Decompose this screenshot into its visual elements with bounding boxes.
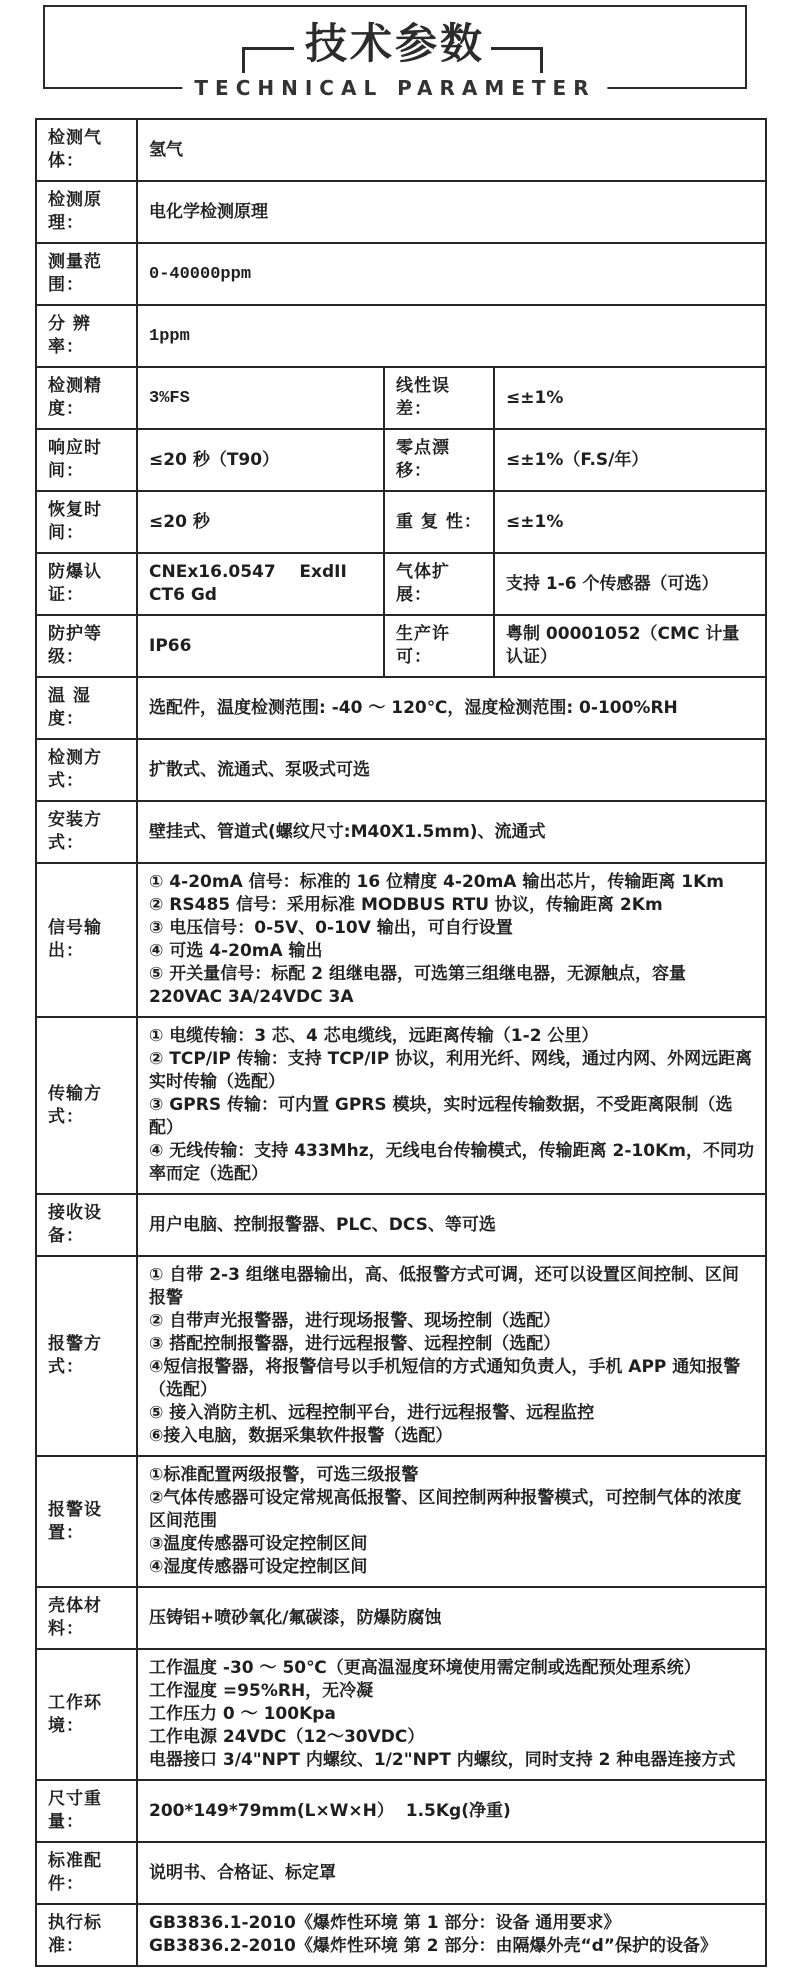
row-line: ⑤ 接入消防主机、远程控制平台，进行远程报警、远程监控 <box>149 1403 595 1423</box>
row-value: 氢气 <box>137 119 766 181</box>
row-label: 报警设置： <box>36 1456 137 1587</box>
row-line: ②气体传感器可设定常规高低报警、区间控制两种报警模式，可控制气体的浓度区间范围 <box>149 1488 742 1531</box>
row-value-2: ≤±1% <box>494 491 766 553</box>
row-label: 安装方式： <box>36 801 137 863</box>
row-label: 检测气体： <box>36 119 137 181</box>
row-line: 工作湿度 =95%RH，无冷凝 <box>149 1681 374 1701</box>
row-line: ④短信报警器，将报警信号以手机短信的方式通知负责人，手机 APP 通知报警（选配） <box>149 1357 741 1400</box>
table-row <box>36 1842 766 1904</box>
row-value: 3%FS <box>137 367 384 429</box>
row-line: 工作压力 0 ～ 100Kpa <box>149 1704 336 1724</box>
row-label: 防爆认证： <box>36 553 137 615</box>
table-row <box>36 429 766 491</box>
row-value: 电化学检测原理 <box>137 181 766 243</box>
table-row <box>36 243 766 305</box>
table-row <box>36 119 766 181</box>
row-label: 接收设备： <box>36 1194 137 1256</box>
row-value: 扩散式、流通式、泵吸式可选 <box>137 739 766 801</box>
row-label: 响应时间： <box>36 429 137 491</box>
row-value-2: ≤±1% <box>494 367 766 429</box>
row-value: CNEx16.0547 ExdII CT6 Gd <box>137 553 384 615</box>
row-value-2: ≤±1%（F.S/年） <box>494 429 766 491</box>
row-value <box>137 1017 766 1194</box>
row-line: ③温度传感器可设定控制区间 <box>149 1534 368 1554</box>
row-value: ≤20 秒 <box>137 491 384 553</box>
table-row <box>36 801 766 863</box>
row-value: 0-40000ppm <box>137 243 766 305</box>
table-row <box>36 1194 766 1256</box>
spec-table <box>35 118 767 1967</box>
table-row <box>36 181 766 243</box>
row-value <box>137 1904 766 1966</box>
row-label: 测量范围： <box>36 243 137 305</box>
row-line: ③ GPRS 传输：可内置 GPRS 模块，实时远程传输数据，不受距离限制（选配） <box>149 1095 733 1138</box>
row-value: 说明书、合格证、标定罩 <box>137 1842 766 1904</box>
row-line: ⑤ 开关量信号：标配 2 组继电器，可选第三组继电器，无源触点，容量 220VAC 3A/24VDC 3A <box>149 964 692 1007</box>
row-label: 报警方式： <box>36 1256 137 1456</box>
row-label: 工作环境： <box>36 1649 137 1780</box>
table-row <box>36 615 766 677</box>
row-line: ② TCP/IP 传输：支持 TCP/IP 协议，利用光纤、网线，通过内网、外网远距离实时传输（选配） <box>149 1049 753 1092</box>
row-line: ② 自带声光报警器，进行现场报警、现场控制（选配） <box>149 1311 561 1331</box>
table-row <box>36 305 766 367</box>
row-value: 压铸铝+喷砂氧化/氟碳漆，防爆防腐蚀 <box>137 1587 766 1649</box>
row-line: ③ 搭配控制报警器，进行远程报警、远程控制（选配） <box>149 1334 561 1354</box>
table-row <box>36 553 766 615</box>
row-label-2: 零点漂移： <box>384 429 494 491</box>
row-value: 200*149*79mm(L×W×H） 1.5Kg(净重) <box>137 1780 766 1842</box>
table-row <box>36 1904 766 1966</box>
row-line: 工作电源 24VDC（12～30VDC） <box>149 1727 425 1747</box>
row-label: 传输方式： <box>36 1017 137 1194</box>
row-value <box>137 1456 766 1587</box>
row-label: 尺寸重量： <box>36 1780 137 1842</box>
title-bracket-right-icon <box>491 47 543 73</box>
table-row <box>36 1780 766 1842</box>
row-line: ① 自带 2-3 组继电器输出，高、低报警方式可调，还可以设置区间控制、区间报警 <box>149 1265 739 1308</box>
table-row <box>36 863 766 1017</box>
row-line: ③ 电压信号：0-5V、0-10V 输出，可自行设置 <box>149 918 513 938</box>
row-line: ④ 无线传输：支持 433Mhz，无线电台传输模式，传输距离 2-10Km，不同功率而定（选配） <box>149 1141 754 1184</box>
row-value: 1ppm <box>137 305 766 367</box>
row-line: ④湿度传感器可设定控制区间 <box>149 1557 368 1577</box>
row-line: ① 4-20mA 信号：标准的 16 位精度 4-20mA 输出芯片，传输距离 1Km <box>149 872 725 892</box>
row-label-2: 气体扩展： <box>384 553 494 615</box>
row-label: 恢复时间： <box>36 491 137 553</box>
row-label: 标准配件： <box>36 1842 137 1904</box>
table-row <box>36 1017 766 1194</box>
row-label: 温 湿 度： <box>36 677 137 739</box>
row-label: 壳体材料： <box>36 1587 137 1649</box>
row-label: 信号输出： <box>36 863 137 1017</box>
row-line: ① 电缆传输：3 芯、4 芯电缆线，远距离传输（1-2 公里） <box>149 1026 599 1046</box>
row-line: 电器接口 3/4"NPT 内螺纹、1/2"NPT 内螺纹，同时支持 2 种电器连接方式 <box>149 1750 736 1770</box>
row-label: 执行标准： <box>36 1904 137 1966</box>
table-row <box>36 1456 766 1587</box>
table-row <box>36 1649 766 1780</box>
row-line: ④ 可选 4-20mA 输出 <box>149 941 323 961</box>
table-row <box>36 677 766 739</box>
row-value: 用户电脑、控制报警器、PLC、DCS、等可选 <box>137 1194 766 1256</box>
row-line: 工作温度 -30 ～ 50℃（更高温湿度环境使用需定制或选配预处理系统） <box>149 1658 701 1678</box>
row-label: 防护等级： <box>36 615 137 677</box>
table-row <box>36 1587 766 1649</box>
row-label: 检测方式： <box>36 739 137 801</box>
row-label-2: 线性误差： <box>384 367 494 429</box>
row-label-2: 重 复 性： <box>384 491 494 553</box>
page-subtitle: TECHNICAL PARAMETER <box>182 76 607 100</box>
row-label-2: 生产许可： <box>384 615 494 677</box>
row-value: IP66 <box>137 615 384 677</box>
row-label: 检测原理： <box>36 181 137 243</box>
row-value <box>137 863 766 1017</box>
row-line: ② RS485 信号：采用标准 MODBUS RTU 协议，传输距离 2Km <box>149 895 663 915</box>
row-line: GB3836.2-2010《爆炸性环境 第 2 部分：由隔爆外壳“d”保护的设备》 <box>149 1936 717 1956</box>
row-value-2: 粤制 00001052（CMC 计量认证） <box>494 615 766 677</box>
row-line: GB3836.1-2010《爆炸性环境 第 1 部分：设备 通用要求》 <box>149 1913 621 1933</box>
row-value: 选配件，温度检测范围: -40 ～ 120℃，湿度检测范围: 0-100%RH <box>137 677 766 739</box>
row-label: 检测精度： <box>36 367 137 429</box>
row-value <box>137 1256 766 1456</box>
row-value: ≤20 秒（T90） <box>137 429 384 491</box>
table-row <box>36 367 766 429</box>
row-label: 分 辨 率： <box>36 305 137 367</box>
table-row <box>36 1256 766 1456</box>
row-value-2: 支持 1-6 个传感器（可选） <box>494 553 766 615</box>
row-line: ①标准配置两级报警，可选三级报警 <box>149 1465 419 1485</box>
page-title: 技术参数 <box>304 19 485 68</box>
table-row <box>36 739 766 801</box>
row-line: ⑥接入电脑，数据采集软件报警（选配） <box>149 1426 453 1446</box>
spec-table-body <box>36 119 766 1966</box>
header-banner <box>43 5 747 100</box>
row-value <box>137 1649 766 1780</box>
table-row <box>36 491 766 553</box>
row-value: 壁挂式、管道式(螺纹尺寸:M40X1.5mm)、流通式 <box>137 801 766 863</box>
